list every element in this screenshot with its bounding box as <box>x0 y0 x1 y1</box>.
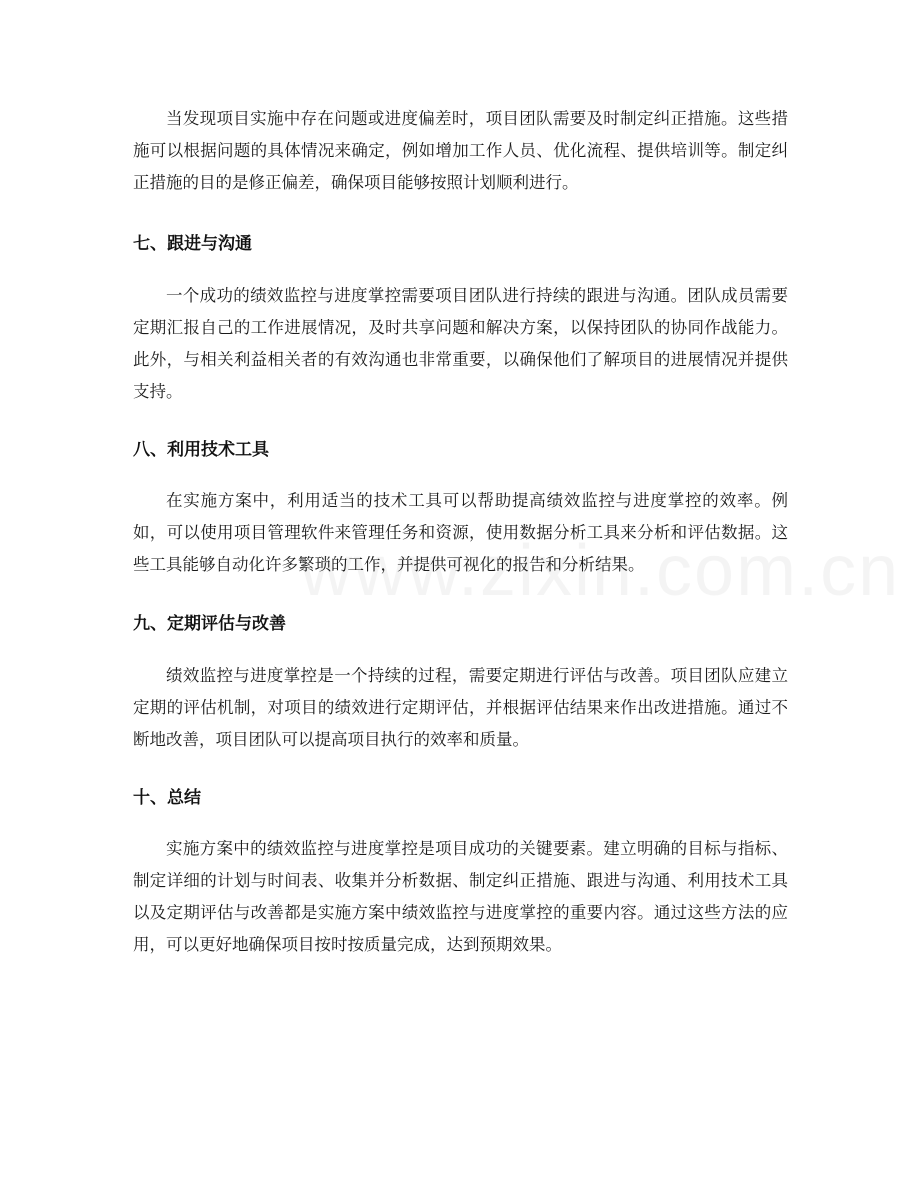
paragraph-corrective-measures: 当发现项目实施中存在问题或进度偏差时，项目团队需要及时制定纠正措施。这些措施可以根据问题的具体情况来确定，例如增加工作人员、优化流程、提供培训等。制定纠正措施的目的是修正偏差，确保项目能够按照计划顺利进行。 <box>133 109 788 192</box>
paragraph-summary: 实施方案中的绩效监控与进度掌控是项目成功的关键要素。建立明确的目标与指标、制定详细的计划与时间表、收集并分析数据、制定纠正措施、跟进与沟通、利用技术工具以及定期评估与改善都是实施方案中绩效监控与进度掌控的重要内容。通过这些方法的应用，可以更好地确保项目按时按质量完成，达到预期效果。 <box>133 839 788 954</box>
heading-summary: 十、总结 <box>133 788 201 808</box>
heading-follow-up-communication: 七、跟进与沟通 <box>133 234 252 254</box>
heading-periodic-evaluation: 九、定期评估与改善 <box>133 614 286 634</box>
heading-technical-tools: 八、利用技术工具 <box>133 440 269 460</box>
paragraph-technical-tools: 在实施方案中，利用适当的技术工具可以帮助提高绩效监控与进度掌控的效率。例如，可以使用项目管理软件来管理任务和资源，使用数据分析工具来分析和评估数据。这些工具能够自动化许多繁琐的工作，并提供可视化的报告和分析结果。 <box>133 491 788 574</box>
paragraph-periodic-evaluation: 绩效监控与进度掌控是一个持续的过程，需要定期进行评估与改善。项目团队应建立定期的评估机制，对项目的绩效进行定期评估，并根据评估结果来作出改进措施。通过不断地改善，项目团队可以提高项目执行的效率和质量。 <box>133 666 788 749</box>
paragraph-follow-up-communication: 一个成功的绩效监控与进度掌控需要项目团队进行持续的跟进与沟通。团队成员需要定期汇报自己的工作进展情况，及时共享问题和解决方案，以保持团队的协同作战能力。此外，与相关利益相关者的有效沟通也非常重要，以确保他们了解项目的进展情况并提供支持。 <box>133 286 788 401</box>
